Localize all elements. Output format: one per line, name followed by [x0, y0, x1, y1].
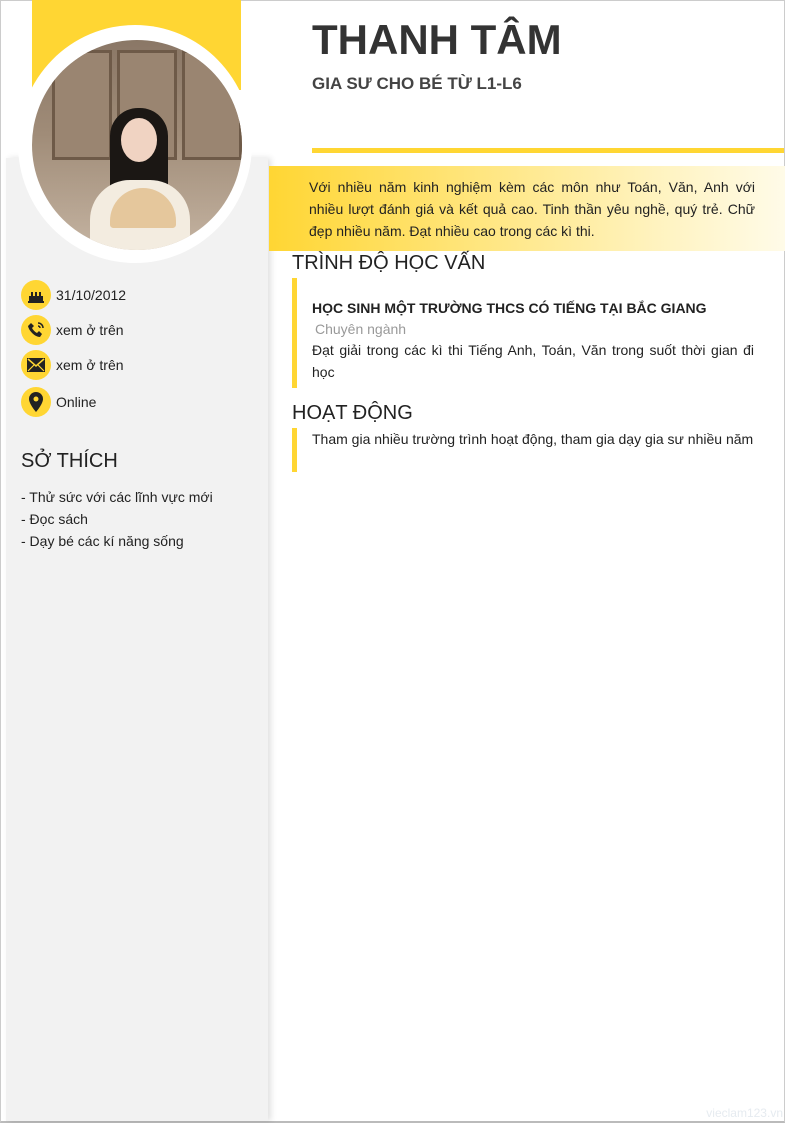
- summary: Với nhiều năm kinh nghiệm kèm các môn như Toán, Văn, Anh với nhiều lượt đánh giá và kết quả cao. Tinh thần yêu nghề, quý trẻ. Chữ đẹp nhiều năm. Đạt nhiều cao trong các kì thi.: [269, 166, 785, 251]
- hobby-item: - Thử sức với các lĩnh vực mới: [21, 489, 213, 505]
- contact-birthday: [21, 280, 126, 310]
- school-name: HỌC SINH MỘT TRƯỜNG THCS CÓ TIẾNG TẠI BẮC GIANG: [312, 300, 707, 316]
- divider: [312, 148, 784, 153]
- job-title: GIA SƯ CHO BÉ TỪ L1-L6: [312, 74, 522, 93]
- phone-text: xem ở trên: [56, 322, 124, 338]
- education-description: Đạt giải trong các kì thi Tiếng Anh, Toán, Văn trong suốt thời gian đi học: [312, 342, 754, 380]
- contact-phone: [21, 315, 124, 345]
- hobbies-list: [21, 486, 213, 552]
- activities-description: Tham gia nhiều trường trình hoạt động, tham gia dạy gia sư nhiều năm: [312, 431, 754, 447]
- hobbies-heading: SỞ THÍCH: [21, 450, 118, 472]
- email-icon: [21, 350, 51, 380]
- candidate-name: THANH TÂM: [312, 16, 562, 63]
- location-text: Online: [56, 394, 97, 410]
- birthday-text: 31/10/2012: [56, 287, 127, 303]
- watermark: vieclam123.vn: [706, 1106, 783, 1120]
- activities-section: [292, 428, 754, 472]
- activities-heading: HOẠT ĐỘNG: [292, 402, 413, 424]
- major: Chuyên ngành: [315, 321, 407, 337]
- email-text: xem ở trên: [56, 357, 124, 373]
- birthday-cake-icon: [21, 280, 51, 310]
- education-heading: TRÌNH ĐỘ HỌC VẤN: [292, 252, 486, 274]
- education-section: [292, 278, 754, 388]
- hobby-item: - Đọc sách: [21, 511, 88, 527]
- contact-email: [21, 350, 124, 380]
- avatar: [32, 40, 242, 250]
- contact-location: [21, 387, 96, 417]
- hobby-item: - Dạy bé các kí năng sống: [21, 533, 184, 549]
- location-icon: [21, 387, 51, 417]
- phone-icon: [21, 315, 51, 345]
